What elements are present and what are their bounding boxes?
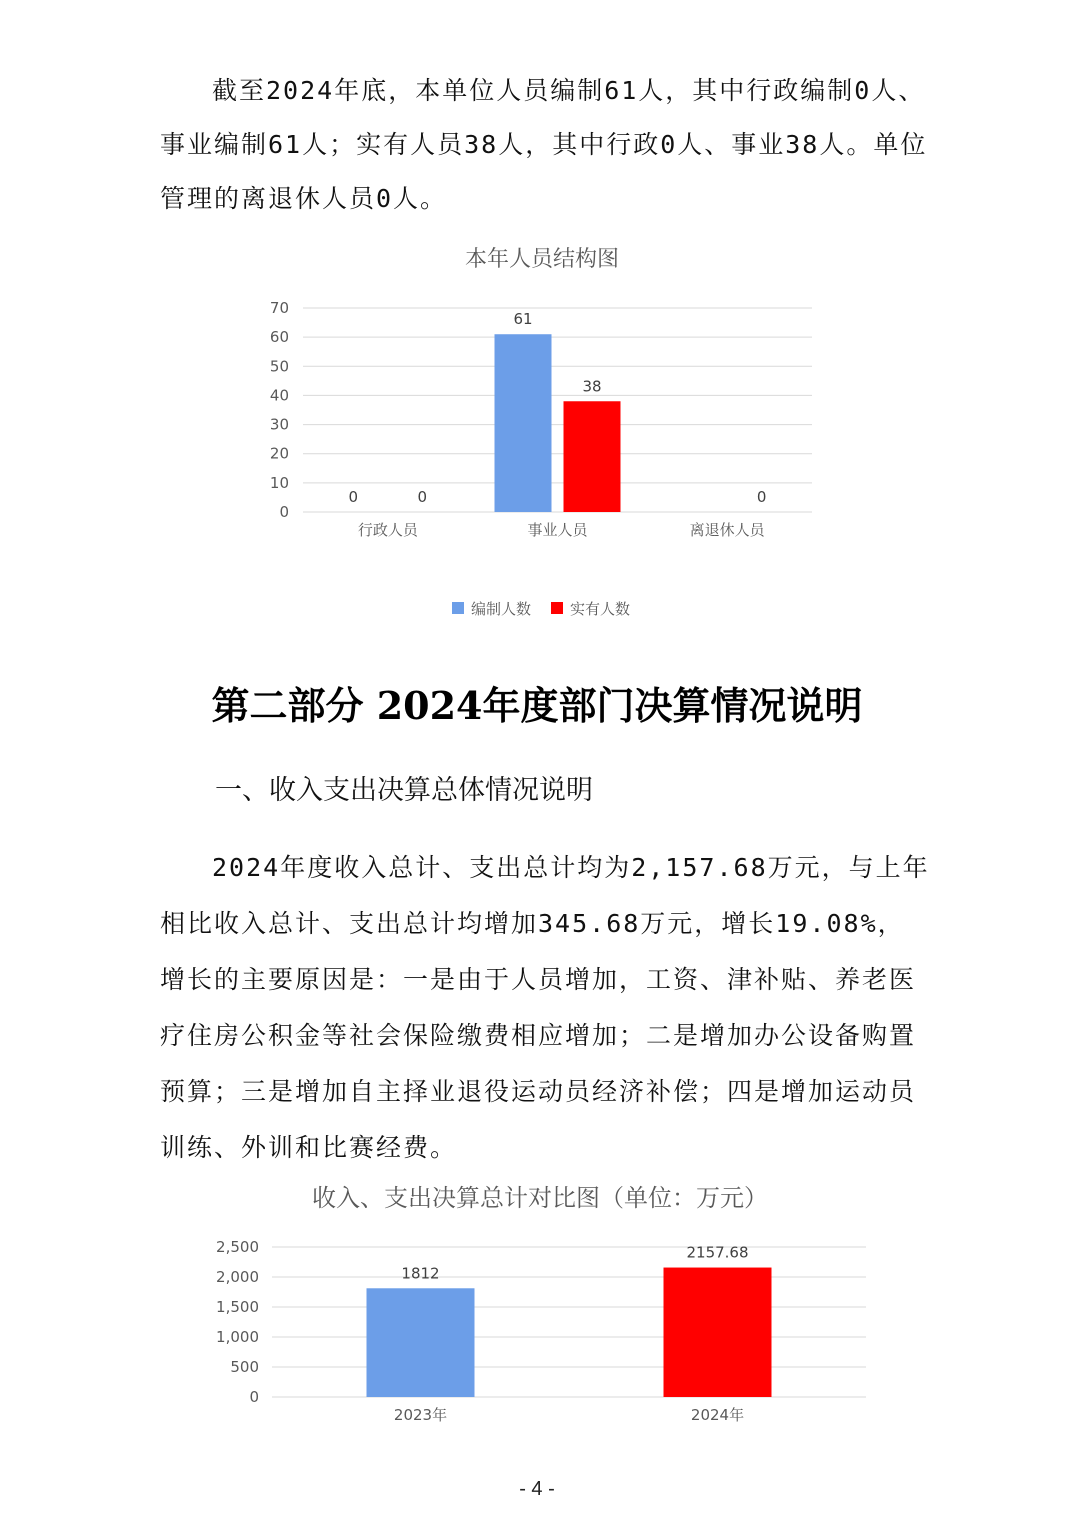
bar [367,1288,475,1397]
y-tick-label: 0 [249,1388,259,1406]
bar [495,334,552,512]
x-tick-label: 事业人员 [527,521,588,539]
y-tick-label: 1,500 [216,1298,259,1316]
y-tick-label: 70 [269,299,289,317]
x-tick-label: 2023年 [393,1406,448,1424]
y-tick-label: 500 [230,1358,259,1376]
sub-section-title: 一、收入支出决算总体情况说明 [215,775,593,806]
y-tick-label: 40 [269,386,289,405]
page-number: - 4 - [519,1478,555,1500]
y-tick-label: 60 [269,328,289,347]
y-tick-label: 20 [269,444,289,463]
legend-label: 实有人数 [570,600,631,618]
x-tick-label: 行政人员 [357,521,418,539]
y-tick-label: 30 [269,415,289,434]
x-tick-label: 2024年 [690,1406,745,1424]
legend-swatch [551,602,563,614]
income-expense-chart [0,1170,1074,1430]
data-label: 2157.68 [686,1243,749,1262]
legend-swatch [452,602,464,614]
data-label: 0 [756,488,767,506]
section-title: 第二部分 2024年度部门决算情况说明 [211,683,863,728]
chart-title: 收入、支出决算总计对比图（单位：万元） [312,1184,768,1212]
data-label: 0 [417,488,428,506]
data-label: 1812 [401,1264,440,1283]
y-tick-label: 10 [269,473,289,492]
chart-title: 本年人员结构图 [464,247,620,272]
y-tick-label: 50 [269,357,289,376]
y-tick-label: 2,500 [216,1238,259,1256]
data-label: 61 [513,310,533,329]
y-tick-label: 0 [279,503,289,521]
legend-label: 编制人数 [471,600,532,618]
income-expense-paragraph: 2024年度收入总计、支出总计均为2,157.68万元，与上年相比收入总计、支出总计均增加345.68万元，增长19.08%，增长的主要原因是：一是由于人员增加，工资、津补贴、养老医疗住房公积金等社会保险缴费相应增加；二是增加办公设备购置预算；三是增加自主择业退役运动员经济补偿；四是增加运动员训练、外训和比赛经费。 [160,853,930,1162]
bar [564,401,621,512]
x-tick-label: 离退休人员 [689,521,765,539]
y-tick-label: 2,000 [216,1268,259,1286]
y-tick-label: 1,000 [216,1328,259,1346]
bar [664,1268,772,1397]
data-label: 38 [582,377,602,396]
data-label: 0 [348,488,359,506]
staff-structure-chart [0,230,1074,630]
staffing-paragraph: 截至2024年底，本单位人员编制61人，其中行政编制0人、事业编制61人；实有人员38人，其中行政0人、事业38人。单位管理的离退休人员0人。 [160,76,928,213]
